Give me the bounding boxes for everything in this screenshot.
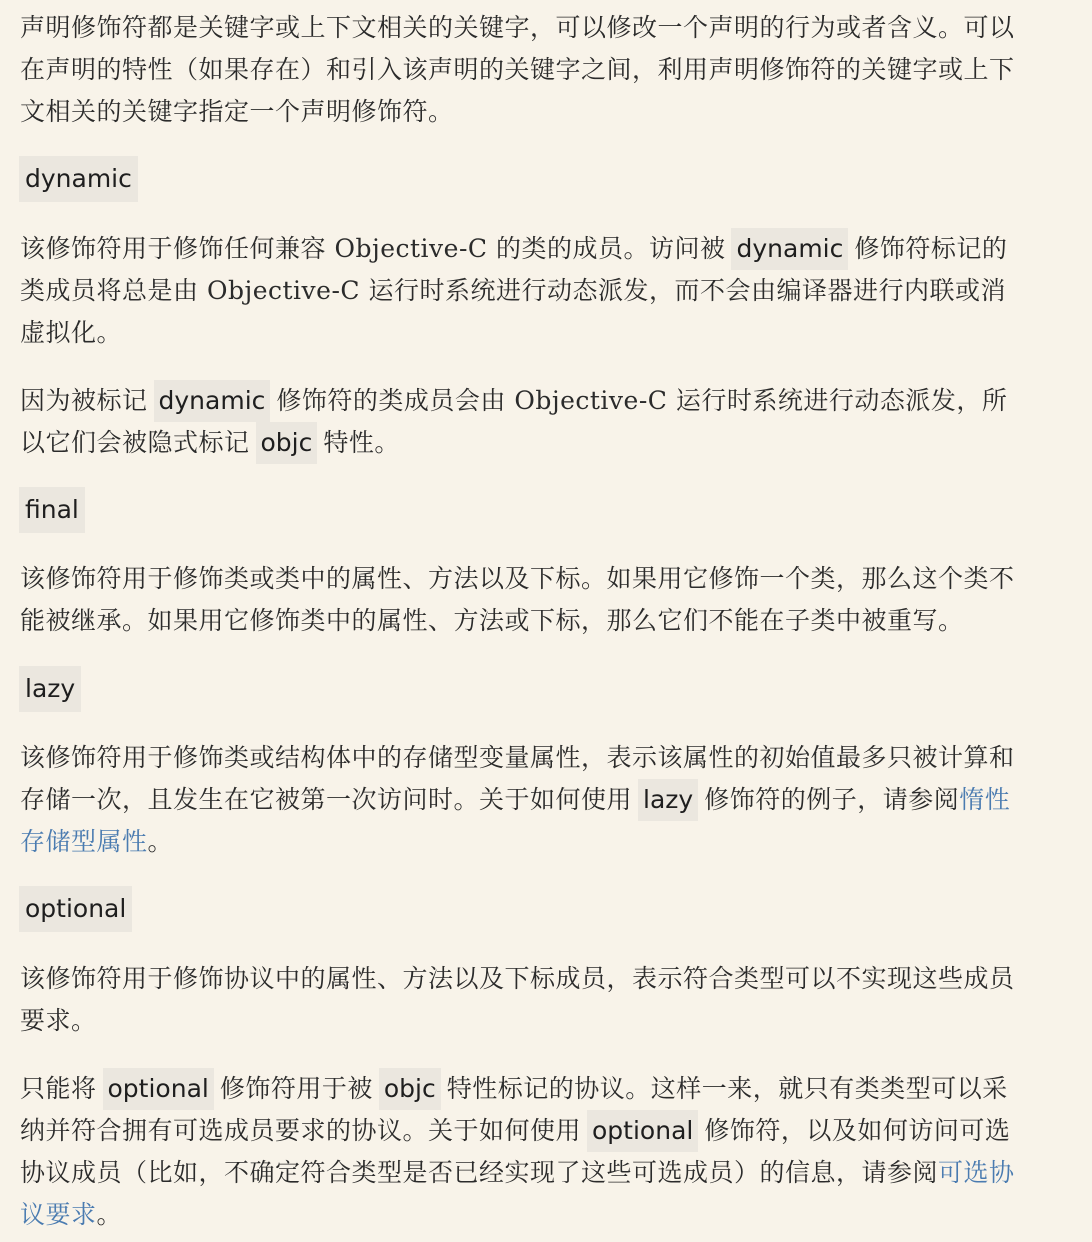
link-lazy-stored-properties[interactable]: 惰性存储型属性	[20, 785, 1011, 856]
lazy-paragraph	[20, 737, 1030, 863]
text-span: 特性。	[323, 428, 400, 457]
optional-paragraph-2	[20, 1068, 1030, 1236]
inline-code-objc: objc	[256, 422, 318, 464]
text-span: 该修饰符用于修饰类或结构体中的存储型变量属性，表示该属性的初始值最多只被计算和存储一次，且发生在它被第一次访问时。关于如何使用	[20, 743, 1015, 814]
inline-code-dynamic: dynamic	[154, 380, 271, 422]
text-span: 修饰符，以及如何访问可选协议成员（比如，不确定符合类型是否已经实现了这些可选成员）的信息，请参阅	[20, 1116, 1011, 1187]
inline-code-objc: objc	[379, 1068, 441, 1110]
link-optional-protocol-requirements[interactable]: 可选协议要求	[20, 1158, 1015, 1229]
keyword-heading-final: final	[19, 487, 85, 533]
text-span: 该修饰符用于修饰任何兼容 Objective-C 的类的成员。访问被	[20, 234, 726, 263]
text-span: 特性标记的协议。这样一来，就只有类类型可以采纳并符合拥有可选成员要求的协议。关于如何使用	[20, 1074, 1008, 1145]
inline-code-dynamic: dynamic	[731, 228, 848, 270]
final-paragraph: 该修饰符用于修饰类或类中的属性、方法以及下标。如果用它修饰一个类，那么这个类不能被继承。如果用它修饰类中的属性、方法或下标，那么它们不能在子类中被重写。	[20, 564, 1015, 635]
inline-code-optional: optional	[103, 1068, 214, 1110]
text-span: 修饰符用于被	[219, 1074, 373, 1103]
keyword-heading-dynamic: dynamic	[19, 156, 138, 202]
text-span: 修饰符的例子，请参阅	[704, 785, 960, 814]
dynamic-paragraph-1	[20, 228, 1030, 354]
dynamic-paragraph-2	[20, 380, 1030, 464]
text-span: 因为被标记	[20, 386, 148, 415]
optional-paragraph-1: 该修饰符用于修饰协议中的属性、方法以及下标成员，表示符合类型可以不实现这些成员要求。	[20, 964, 1015, 1035]
keyword-heading-optional: optional	[19, 886, 132, 932]
text-span: 修饰符标记的类成员将总是由 Objective-C 运行时系统进行动态派发，而不会由编译器进行内联或消虚拟化。	[20, 234, 1008, 347]
intro-paragraph: 声明修饰符都是关键字或上下文相关的关键字，可以修改一个声明的行为或者含义。可以在声明的特性（如果存在）和引入该声明的关键字之间，利用声明修饰符的关键字或上下文相关的关键字指定一个声明修饰符。	[20, 13, 1015, 126]
inline-code-lazy: lazy	[638, 779, 698, 821]
text-span: 只能将	[20, 1074, 97, 1103]
text-span: 修饰符的类成员会由 Objective-C 运行时系统进行动态派发，所以它们会被隐式标记	[20, 386, 1008, 457]
text-span: 。	[96, 1200, 123, 1229]
keyword-heading-lazy: lazy	[19, 666, 81, 712]
inline-code-optional: optional	[587, 1110, 698, 1152]
text-span: 。	[147, 827, 174, 856]
